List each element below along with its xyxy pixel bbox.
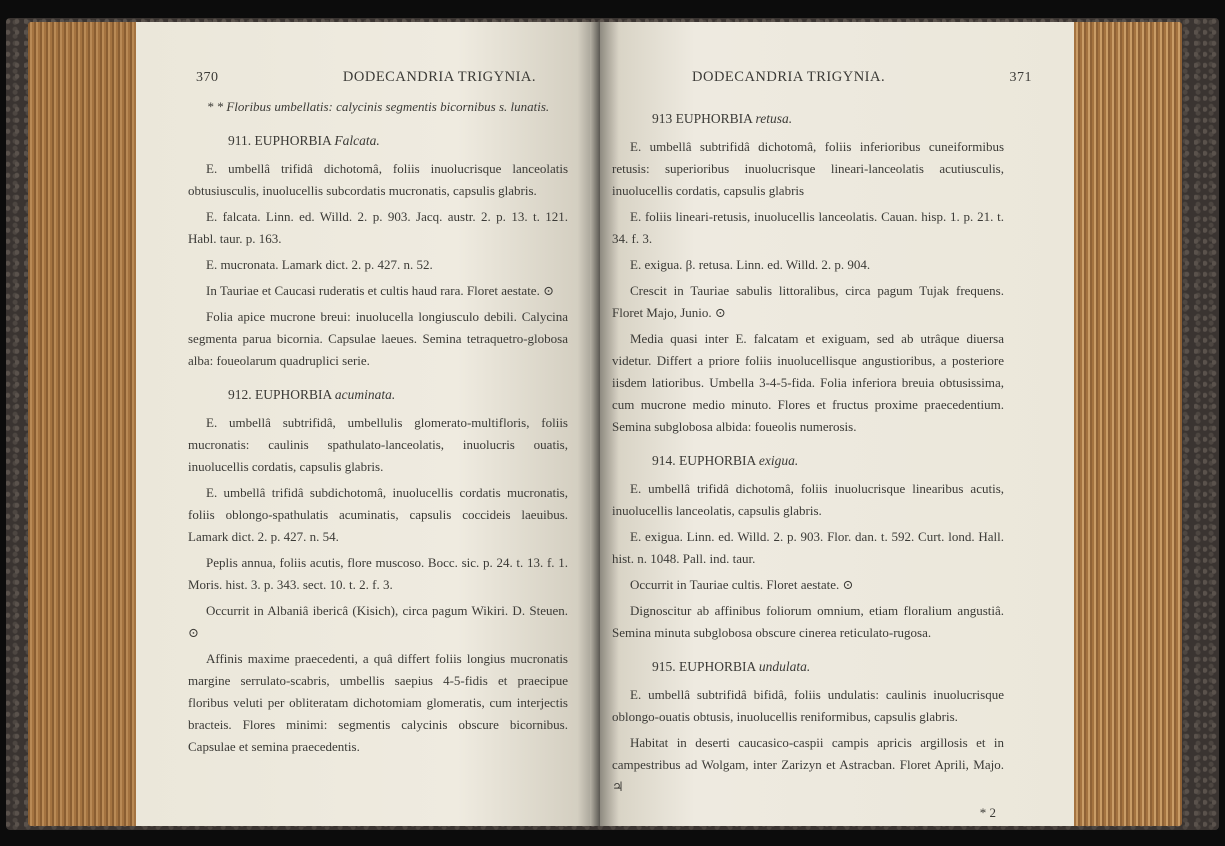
paragraph: Occurrit in Albaniâ ibericâ (Kisich), circa pagum Wikiri. D. Steuen. ⊙ [188, 603, 568, 640]
page-edges-right [1074, 22, 1182, 826]
heading-genus: EUPHORBIA [679, 659, 756, 674]
paragraph: E. umbellâ subtrifidâ bifidâ, foliis undulatis: caulinis inuolucrisque oblongo-ouatis obtusis, inuolucellis reniformibus, capsulis glabris. [612, 687, 1004, 724]
species-heading-912 [188, 384, 568, 406]
paragraph: Media quasi inter E. falcatam et exiguam, sed ab utrâque diuersa videtur. Differt a priore foliis inuolucellisque angustioribus, a posteriore iisdem latioribus. Umbella 3-4-5-fida. Folia inferiora breuia obtusissima, cum mucrone medio minuto. Flores et fructus proxime praecedentium. Semina subglobosa albida: foueolis numerosis. [612, 331, 1004, 434]
paragraph: E. umbellâ trifidâ dichotomâ, foliis inuolucrisque linearibus acutis, inuolucellis lanceolatis, capsulis glabris. [612, 481, 1004, 518]
species-heading-915 [612, 656, 1004, 678]
page-edges-left [28, 22, 136, 826]
paragraph: Occurrit in Tauriae cultis. Floret aestate. ⊙ [630, 577, 854, 592]
paragraph: E. exigua. Linn. ed. Willd. 2. p. 903. Flor. dan. t. 592. Curt. lond. Hall. hist. n. 1048. Pall. ind. taur. [612, 529, 1004, 566]
paragraph: Crescit in Tauriae sabulis littoralibus, circa pagum Tujak frequens. Floret Majo, Junio. ⊙ [612, 283, 1004, 320]
right-running-title: DODECANDRIA TRIGYNIA. [692, 69, 886, 85]
heading-species: undulata. [758, 659, 811, 674]
section-intro: * * Floribus umbellatis: calycinis segmentis bicornibus s. lunatis. [206, 99, 550, 114]
heading-genus: EUPHORBIA [675, 111, 753, 126]
left-running-head [196, 66, 536, 89]
heading-genus: EUPHORBIA [679, 453, 756, 468]
heading-species: acuminata. [334, 387, 396, 402]
paragraph: Dignoscitur ab affinibus foliorum omnium, etiam floralium angustiâ. Semina minuta subglobosa obscure cinerea reticulato-rugosa. [612, 603, 1004, 640]
paragraph: Peplis annua, foliis acutis, flore muscoso. Bocc. sic. p. 24. t. 13. f. 1. Moris. hist. 3. p. 343. sect. 10. t. 2. f. 3. [188, 555, 568, 592]
paragraph: E. foliis lineari-retusis, inuolucellis lanceolatis. Cauan. hisp. 1. p. 21. t. 34. f. 3. [612, 209, 1004, 246]
heading-number: 914. [652, 453, 676, 468]
species-heading-914 [612, 450, 1004, 472]
heading-number: 915. [652, 659, 676, 674]
paragraph: E. exigua. β. retusa. Linn. ed. Willd. 2. p. 904. [630, 257, 871, 272]
paragraph: E. umbellâ subtrifidâ, umbellulis glomerato-multifloris, foliis mucronatis: caulinis spathulato-lanceolatis, inuolucris ouatis, inuolucellis cordatis, capsulis glabris. [188, 415, 568, 474]
paragraph: Folia apice mucrone breui: inuolucella longiusculo debili. Calycina segmenta parua bicornia. Capsulae laeues. Semina tetraquetro-globosa alba: foueolarum quadruplici serie. [188, 309, 568, 368]
right-page-number: 371 [1009, 70, 1032, 85]
paragraph: E. mucronata. Lamark dict. 2. p. 427. n. 52. [206, 257, 433, 272]
right-running-head [692, 66, 1032, 89]
paragraph: Habitat in deserti caucasico-caspii campis apricis argillosis et in campestribus ad Wolgam, inter Zarizyn et Astracban. Floret Aprili, Majo. ♃ [612, 735, 1004, 794]
species-heading-911 [188, 130, 568, 152]
right-text-block [612, 96, 1004, 828]
left-page [136, 22, 596, 826]
paragraph: E. falcata. Linn. ed. Willd. 2. p. 903. Jacq. austr. 2. p. 13. t. 121. Habl. taur. p. 163. [188, 209, 568, 246]
heading-species: retusa. [755, 111, 793, 126]
paragraph: E. umbellâ subtrifidâ dichotomâ, foliis inferioribus cuneiformibus retusis: superioribus inuolucrisque lineari-lanceolatis acutiusculis, inuolucellis cordatis, capsulis glabris [612, 139, 1004, 198]
heading-species: exigua. [758, 453, 799, 468]
heading-number: 911. [228, 133, 252, 148]
paragraph: In Tauriae et Caucasi ruderatis et cultis haud rara. Floret aestate. ⊙ [206, 283, 554, 298]
species-heading-913 [612, 108, 1004, 130]
left-running-title: DODECANDRIA TRIGYNIA. [342, 69, 536, 85]
signature-mark: * 2 [979, 805, 996, 820]
heading-genus: EUPHORBIA [255, 387, 332, 402]
right-page [600, 22, 1074, 826]
paragraph: Affinis maxime praecedenti, a quâ differt foliis longius mucronatis margine serrulato-scabris, umbellis saepius 4-5-fidis et praecipue floribus veluti per obliteratam dichotomiam glomeratis, cum interjectis bracteis. Flores minimi: segmentis calycinis obscure bicornibus. Capsulae et semina praecedentis. [188, 651, 568, 754]
paragraph: E. umbellâ trifidâ subdichotomâ, inuolucellis cordatis mucronatis, foliis oblongo-spathulatis acuminatis, capsulis coccideis laeuibus. Lamark dict. 2. p. 427. n. 54. [188, 485, 568, 544]
paragraph: E. umbellâ trifidâ dichotomâ, foliis inuolucrisque lanceolatis obtusiusculis, inuolucellis subcordatis mucronatis, capsulis glabris. [188, 161, 568, 198]
heading-number: 913 [652, 111, 673, 126]
heading-species: Falcata. [334, 133, 380, 148]
heading-genus: EUPHORBIA [254, 133, 332, 148]
left-page-number: 370 [196, 70, 219, 85]
left-text-block [188, 96, 568, 762]
heading-number: 912. [228, 387, 252, 402]
